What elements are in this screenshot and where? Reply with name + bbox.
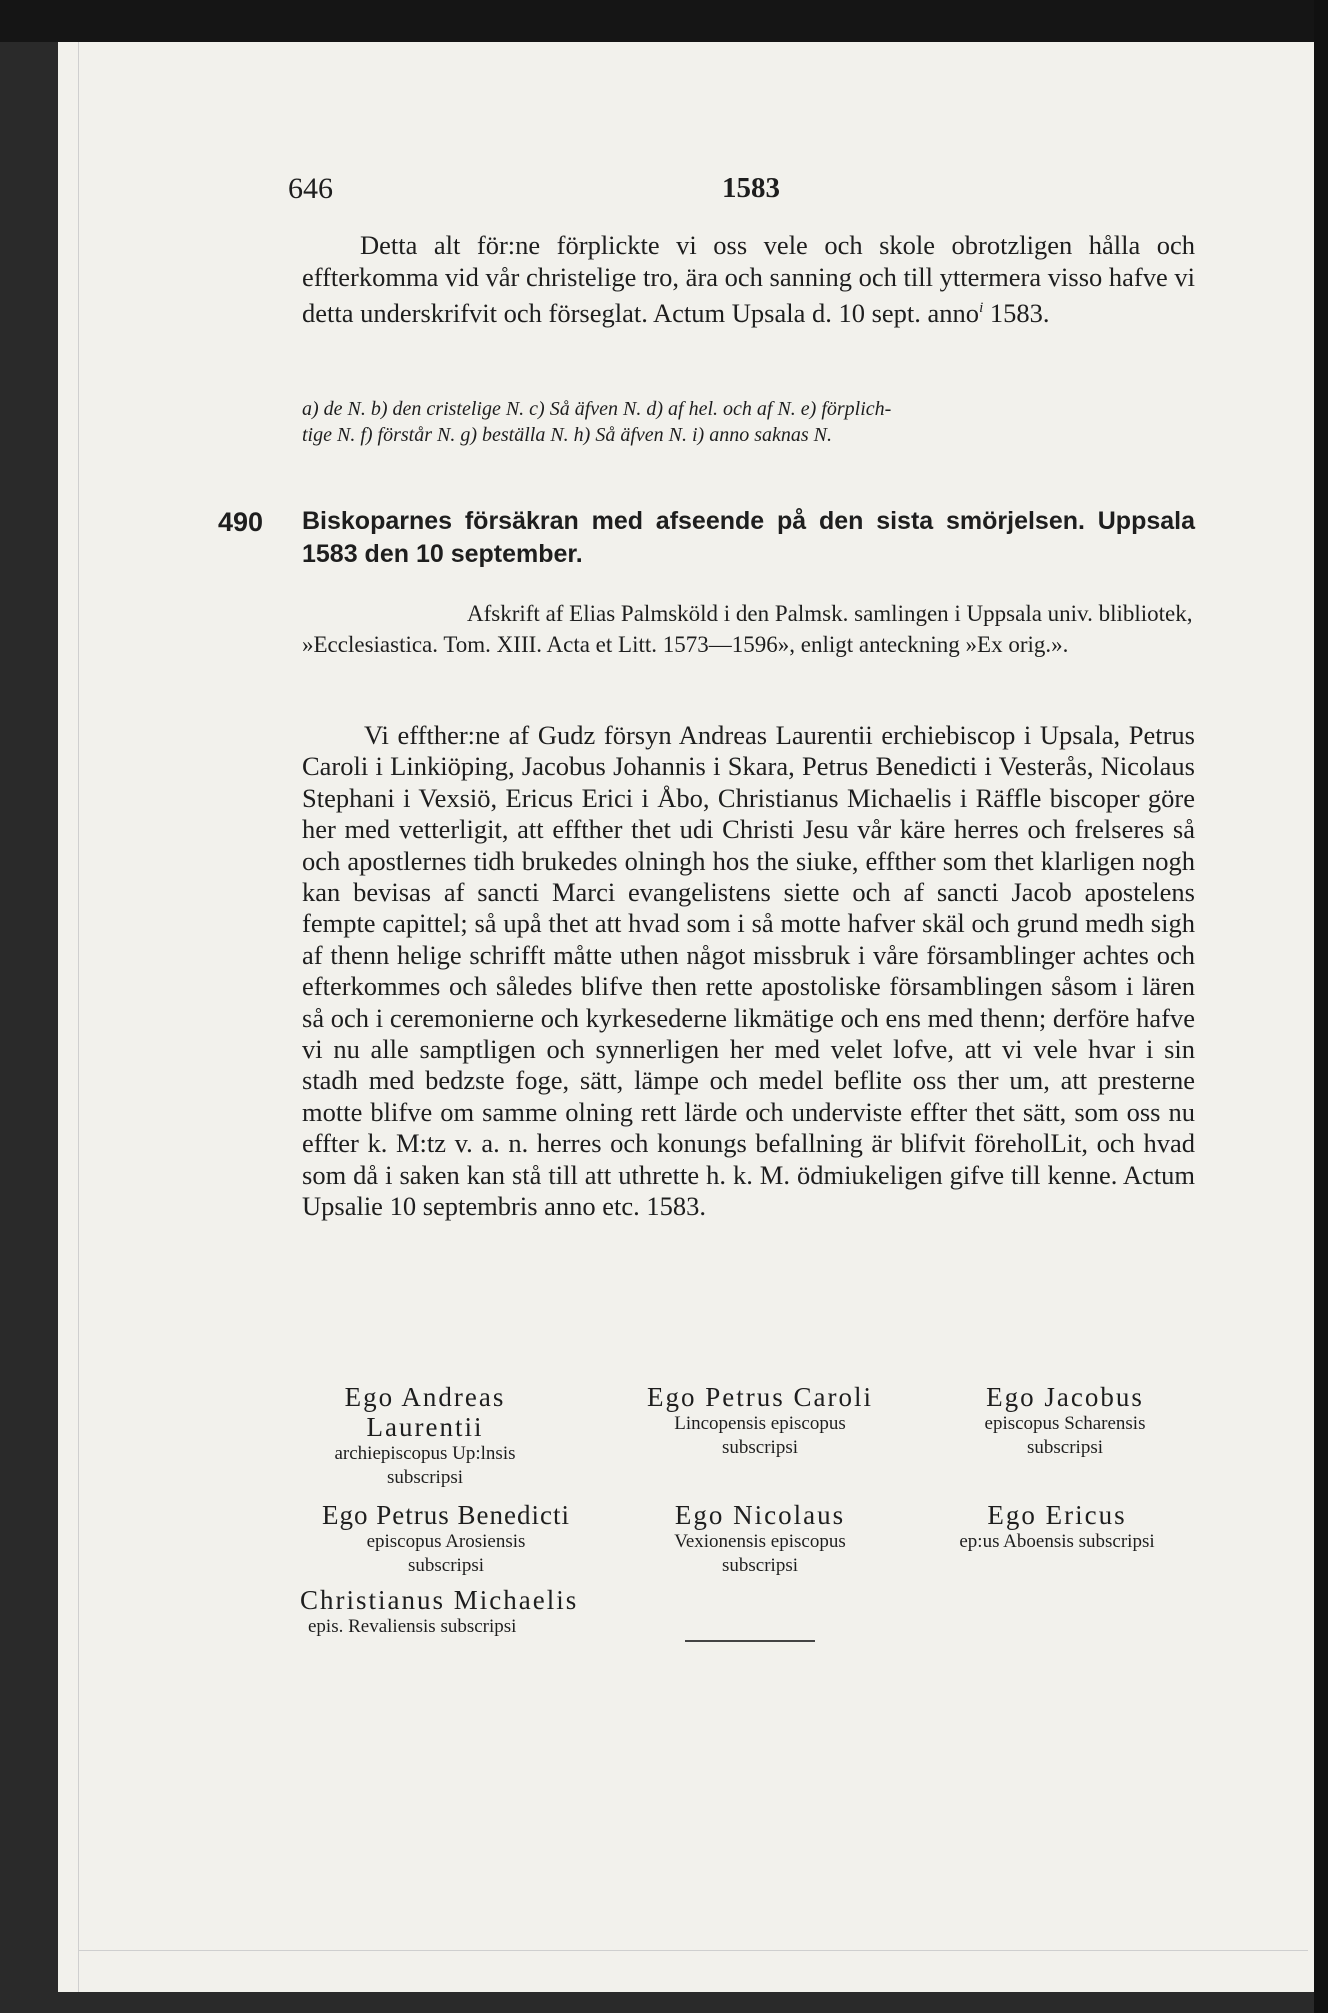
signature-name: Ego Petrus Caroli xyxy=(647,1382,873,1412)
signature-subscripsi: subscripsi xyxy=(1027,1437,1103,1458)
footnote-line-2: tige N. f) förstår N. g) beställa N. h) Så äfven N. i) anno saknas N. xyxy=(302,424,832,446)
signature-name: Ego Andreas xyxy=(344,1382,506,1412)
signature-title: Vexionensis episcopus xyxy=(674,1531,846,1552)
signature-jacobus xyxy=(935,1382,1195,1460)
document-body: Vi effther:ne af Gudz försyn Andreas Laurentii erchiebiscop i Upsala, Petrus Caroli i Linkiöping, Jacobus Johannis i Skara, Petrus Benedicti i Vesterås, Nicolaus Stephani i Vexsiö, Ericus Erici i Åbo, Christianus Michaelis i Räffle biscoper göre her med vetterligit, att effther thet udi Christi Jesu vår käre herres och frelseres så och apostlernes tidh brukedes olningh hos the siuke, effther som thet klarligen nogh kan bevisas af sancti Marci evangelistens siette och af sancti Jacob apostelens fempte capittel; så upå thet att hvad som i så motte hafver skäl och grund medh sigh af thenn helige schrifft måtte uthen något missbruk i våre församblinger achtes och efterkommes och således blifve then rette apostoliske församblingen såsom i lären så och i ceremonierne och kyrkesederne likmätige och ens med thenn; derföre hafve vi nu alle samptligen och synnerligen her med velet lofve, att vi vele hvar i sin stadh med bedzste foge, sätt, lämpe och medel beflite oss ther um, att presterne motte blifve om samme olning rett lärde och underviste effter thet sätt, som oss nu effter k. M:tz v. a. n. herres och konungs befallning är blifvit föreholLit, och hvad som då i saken kan stå till att uthrette h. k. M. ödmiukeligen gifve till kenne. Actum Upsalie 10 septembris anno etc. 1583. xyxy=(302,720,1195,1222)
signature-petrus-benedicti xyxy=(296,1500,596,1578)
running-year: 1583 xyxy=(722,172,780,204)
footnote-line-1: a) de N. b) den cristelige N. c) Så äfven N. d) af hel. och af N. e) förplich- xyxy=(302,398,892,420)
signature-subscripsi: subscripsi xyxy=(408,1555,484,1576)
signature-subscripsi: subscripsi xyxy=(387,1467,463,1488)
footnotes xyxy=(302,396,1195,448)
scan-right-edge xyxy=(1314,0,1328,2013)
signature-andreas xyxy=(300,1382,550,1490)
document-number: 490 xyxy=(218,507,264,537)
scan-margin-line xyxy=(78,42,79,1992)
signature-subscripsi: subscripsi xyxy=(722,1437,798,1458)
signature-title: archiepiscopus Up:lnsis xyxy=(334,1443,516,1464)
paragraph-1-end: 1583. xyxy=(983,297,1050,328)
source-note: Afskrift af Elias Palmsköld i den Palmsk. samlingen i Uppsala univ. blibliotek, »Ecclesiastica. Tom. XIII. Acta et Litt. 1573—1596», enligt anteckning »Ex orig.». xyxy=(302,601,1193,657)
signature-petrus-caroli xyxy=(610,1382,910,1460)
signature-nicolaus xyxy=(620,1500,900,1578)
signature-title: epis. Revaliensis subscripsi xyxy=(308,1616,517,1637)
signature-name: Ego Nicolaus xyxy=(674,1500,846,1530)
signature-subscripsi: subscripsi xyxy=(722,1555,798,1576)
scan-bottom-line xyxy=(78,1950,1308,1951)
scan-top-edge xyxy=(0,0,1328,42)
signature-ericus xyxy=(912,1500,1202,1554)
end-rule xyxy=(685,1640,815,1642)
signature-title: episcopus Scharensis xyxy=(984,1413,1146,1434)
signature-title: episcopus Arosiensis xyxy=(366,1531,526,1552)
signature-christianus xyxy=(300,1585,630,1639)
signature-title: ep:us Aboensis subscripsi xyxy=(959,1531,1155,1552)
footnote-marker: i xyxy=(979,300,984,316)
page-number: 646 xyxy=(288,172,333,205)
signature-name: Christianus Michaelis xyxy=(300,1585,579,1615)
signature-title: Lincopensis episcopus xyxy=(674,1413,846,1434)
signature-name-line2: Laurentii xyxy=(366,1412,484,1442)
signature-name: Ego Ericus xyxy=(987,1500,1127,1530)
signature-name: Ego Jacobus xyxy=(986,1382,1144,1412)
signature-name: Ego Petrus Benedicti xyxy=(322,1500,570,1530)
document-heading: Biskoparnes försäkran med afseende på den sista smörjelsen. Uppsala 1583 den 10 september. xyxy=(302,507,1195,568)
paragraph-1 xyxy=(302,230,1195,329)
paragraph-1-text: Detta alt för:ne förplickte vi oss vele och skole obrotzligen hålla och effterkomma vid vår christelige tro, ära och sanning och till yttermera visso hafve vi detta underskrifvit och förseglat. Actum Upsala d. 10 sept. anno xyxy=(302,230,1195,328)
